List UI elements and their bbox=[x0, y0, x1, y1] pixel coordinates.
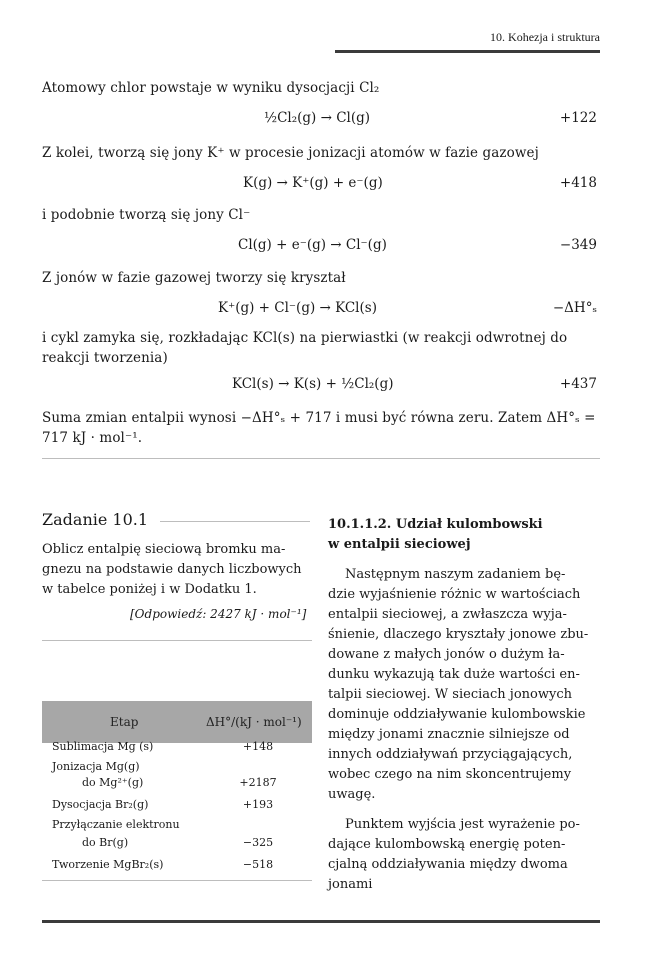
paragraph-line: 717 kJ · mol⁻¹. bbox=[42, 430, 143, 446]
table-bottom-rule bbox=[42, 880, 312, 881]
paragraph-line: Z jonów w fazie gazowej tworzy się kryształ bbox=[42, 270, 346, 286]
exercise-title-rule bbox=[160, 521, 310, 522]
section-line: między jonami znacznie silniejsze od bbox=[328, 727, 570, 742]
table-row-label: Dysocjacja Br₂(g) bbox=[52, 798, 149, 811]
equation: ½Cl₂(g) → Cl(g) bbox=[264, 110, 371, 126]
paragraph-line: Atomowy chlor powstaje w wyniku dysocjacji Cl₂ bbox=[42, 80, 380, 96]
exercise-answer: [Odpowiedź: 2427 kJ · mol⁻¹] bbox=[130, 607, 307, 621]
equation-value: −ΔH°ₛ bbox=[552, 300, 597, 316]
table-row-value: +148 bbox=[242, 740, 274, 753]
section-line: dzie wyjaśnienie różnic w wartościach bbox=[328, 587, 581, 602]
section-line: Następnym naszym zadaniem bę- bbox=[345, 567, 566, 582]
section-line: Punktem wyjścia jest wyrażenie po- bbox=[345, 817, 580, 832]
section-divider bbox=[42, 458, 600, 459]
exercise-divider bbox=[42, 640, 312, 641]
table-header-stage: Etap bbox=[110, 715, 139, 729]
equation-value: +437 bbox=[559, 376, 597, 392]
section-title: 10.1.1.2. Udział kulombowski bbox=[328, 517, 543, 532]
section-line: dające kulombowską energię poten- bbox=[328, 837, 566, 852]
running-title: 10. Kohezja i struktura bbox=[490, 30, 600, 44]
section-line: uwagę. bbox=[328, 787, 376, 802]
paragraph-line: Z kolei, tworzą się jony K⁺ w procesie jonizacji atomów w fazie gazowej bbox=[42, 145, 539, 161]
section-line: talpii sieciowej. W sieciach jonowych bbox=[328, 687, 572, 702]
table-row-value: +2187 bbox=[239, 776, 277, 789]
exercise-line: Oblicz entalpię sieciową bromku ma- bbox=[42, 542, 286, 557]
table-row-value: −325 bbox=[242, 836, 274, 849]
table-row-label: Tworzenie MgBr₂(s) bbox=[52, 858, 164, 871]
section-title: w entalpii sieciowej bbox=[328, 537, 471, 552]
exercise-title: Zadanie 10.1 bbox=[42, 510, 149, 529]
table-row-label-2: do Mg²⁺(g) bbox=[82, 776, 144, 789]
section-line: dunku wykazują tak duże wartości en- bbox=[328, 667, 580, 682]
section-line: dominuje oddziaływanie kulombowskie bbox=[328, 707, 586, 722]
table-row-label: Jonizacja Mg(g) bbox=[52, 760, 140, 773]
equation-value: +122 bbox=[559, 110, 597, 126]
section-line: entalpii sieciowej, a zwłaszcza wyja- bbox=[328, 607, 567, 622]
paragraph-line: reakcji tworzenia) bbox=[42, 350, 168, 366]
section-line: innych oddziaływań przyciągających, bbox=[328, 747, 573, 762]
table-header-value: ΔH°/(kJ · mol⁻¹) bbox=[206, 715, 302, 729]
exercise-line: w tabelce poniżej i w Dodatku 1. bbox=[42, 582, 257, 597]
footer-rule bbox=[42, 920, 600, 923]
paragraph-line: i podobnie tworzą się jony Cl⁻ bbox=[42, 207, 251, 223]
paragraph-line: i cykl zamyka się, rozkładając KCl(s) na pierwiastki (w reakcji odwrotnej do bbox=[42, 330, 568, 346]
equation-value: −349 bbox=[559, 237, 597, 253]
paragraph-line: Suma zmian entalpii wynosi −ΔH°ₛ + 717 i musi być równa zeru. Zatem ΔH°ₛ = bbox=[42, 410, 596, 426]
table-row-label-2: do Br(g) bbox=[82, 836, 129, 849]
equation-value: +418 bbox=[559, 175, 597, 191]
table-row-label: Przyłączanie elektronu bbox=[52, 818, 180, 831]
exercise-line: gnezu na podstawie danych liczbowych bbox=[42, 562, 302, 577]
equation: KCl(s) → K(s) + ½Cl₂(g) bbox=[232, 376, 394, 392]
header-rule bbox=[335, 50, 600, 53]
table-header bbox=[42, 701, 312, 743]
equation: Cl(g) + e⁻(g) → Cl⁻(g) bbox=[238, 237, 387, 253]
table-row-value: +193 bbox=[242, 798, 274, 811]
table-row-label: Sublimacja Mg (s) bbox=[52, 740, 154, 753]
equation: K⁺(g) + Cl⁻(g) → KCl(s) bbox=[218, 300, 377, 316]
section-line: wobec czego na nim skoncentrujemy bbox=[328, 767, 572, 782]
section-line: dowane z małych jonów o dużym ła- bbox=[328, 647, 565, 662]
equation: K(g) → K⁺(g) + e⁻(g) bbox=[243, 175, 383, 191]
section-line: jonami bbox=[328, 877, 373, 892]
table-row-value: −518 bbox=[242, 858, 274, 871]
section-line: śnienie, dlaczego kryształy jonowe zbu- bbox=[328, 627, 589, 642]
section-line: cjalną oddziaływania między dwoma bbox=[328, 857, 568, 872]
